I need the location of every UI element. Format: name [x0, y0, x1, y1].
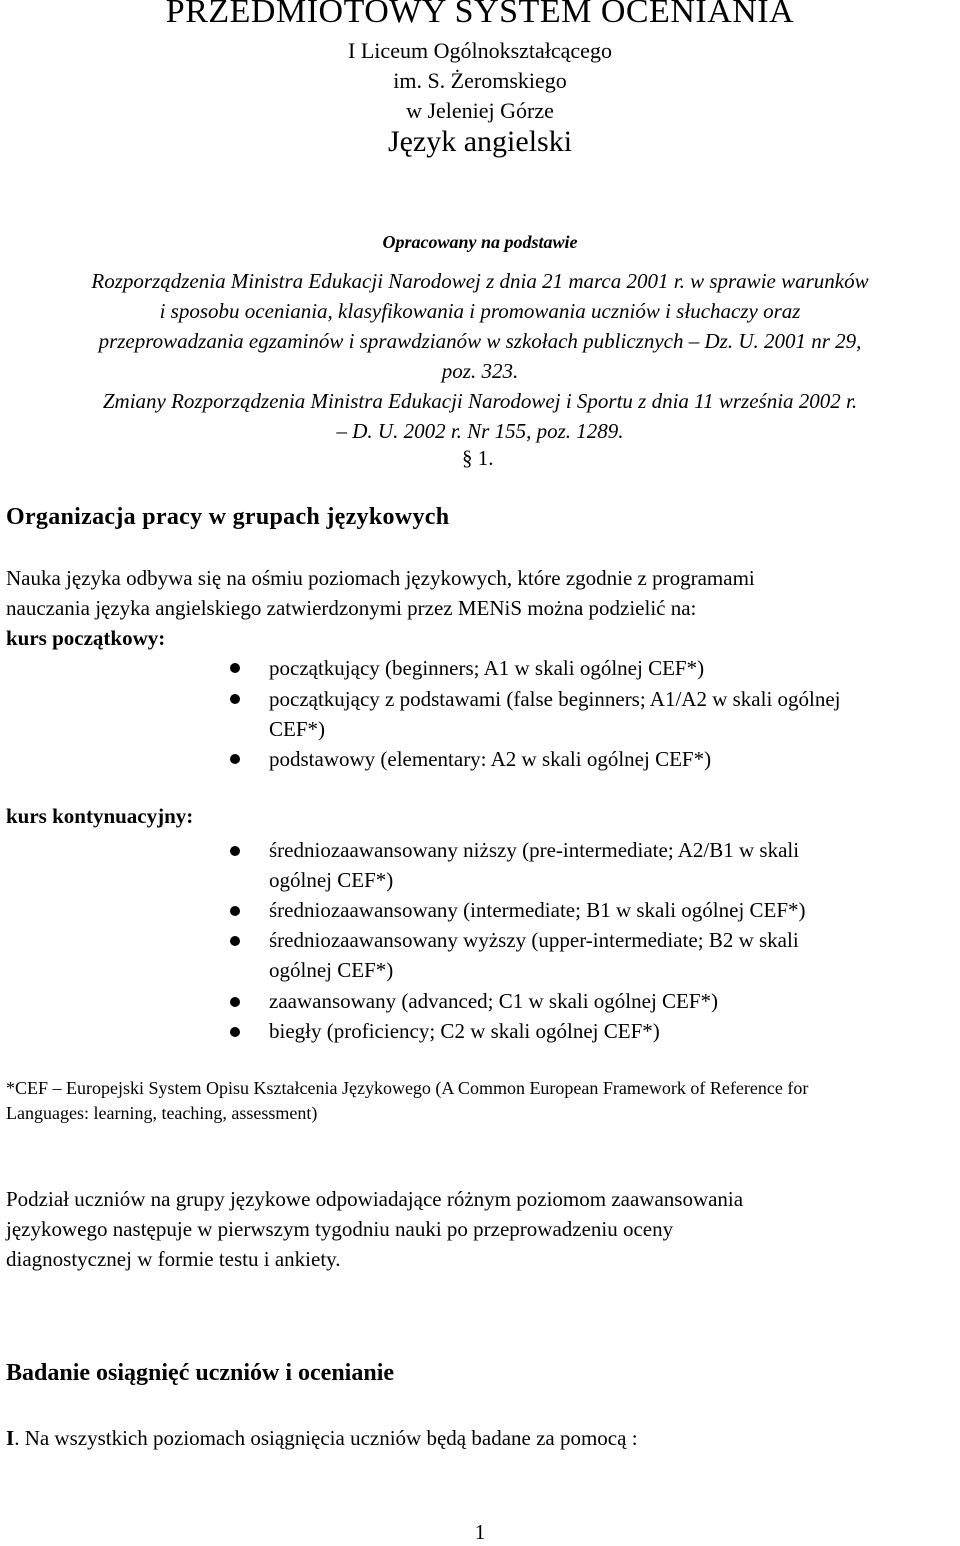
bullet-icon: [230, 906, 240, 916]
page-number: 1: [474, 1520, 486, 1544]
beginner-item-3: podstawowy (elementary: A2 w skali ogólnej CEF*): [269, 747, 712, 771]
continuation-item-3-cont: ogólnej CEF*): [269, 958, 394, 982]
division-line-2: językowego następuje w pierwszym tygodniu nauki po przeprowadzeniu oceny: [6, 1217, 674, 1241]
basis-line-3: przeprowadzania egzaminów i sprawdzianów w szkołach publicznych – Dz. U. 2001 nr 29,: [98, 329, 862, 353]
basis-line-2: i sposobu oceniania, klasyfikowania i promowania uczniów i słuchaczy oraz: [159, 299, 801, 323]
basis-label: Opracowany na podstawie: [382, 232, 578, 252]
basis-line-6: – D. U. 2002 r. Nr 155, poz. 1289.: [336, 419, 624, 443]
beginner-item-2-cont: CEF*): [269, 717, 326, 741]
division-line-3: diagnostycznej w formie testu i ankiety.: [6, 1247, 341, 1271]
school-name-line-1: I Liceum Ogólnokształcącego: [348, 38, 612, 63]
continuation-item-1: średniozaawansowany niższy (pre-intermediate; A2/B1 w skali: [269, 838, 800, 862]
bullet-icon: [230, 997, 240, 1007]
beginner-item-2: początkujący z podstawami (false beginners; A1/A2 w skali ogólnej: [269, 687, 841, 711]
bullet-icon: [230, 663, 240, 673]
beginner-course-label: kurs początkowy:: [6, 626, 166, 650]
footnote-line-2: Languages: learning, teaching, assessment): [6, 1103, 318, 1123]
document-title: PRZEDMIOTOWY SYSTEM OCENIANIA: [165, 0, 795, 30]
basis-line-1: Rozporządzenia Ministra Edukacji Narodowej z dnia 21 marca 2001 r. w sprawie warunków: [91, 269, 869, 293]
section-symbol: § 1.: [462, 446, 494, 470]
intro-line-1: Nauka języka odbywa się na ośmiu poziomach językowych, które zgodnie z programami: [6, 566, 755, 590]
school-name-line-2: im. S. Żeromskiego: [393, 68, 567, 93]
subject-title: Język angielski: [387, 125, 573, 158]
assessment-item-1: [6, 1423, 638, 1453]
continuation-course-label: kurs kontynuacyjny:: [6, 804, 194, 828]
bullet-icon: [230, 846, 240, 856]
bullet-icon: [230, 694, 240, 704]
footnote-line-1: *CEF – Europejski System Opisu Kształcenia Językowego (A Common European Framework of Reference for: [6, 1078, 809, 1098]
item-marker: I: [6, 1426, 15, 1450]
division-line-1: Podział uczniów na grupy językowe odpowiadające różnym poziomom zaawansowania: [6, 1187, 744, 1211]
basis-line-4: poz. 323.: [441, 359, 519, 383]
school-name-line-3: w Jeleniej Górze: [406, 98, 554, 123]
continuation-item-5: biegły (proficiency; C2 w skali ogólnej CEF*): [269, 1019, 660, 1043]
intro-line-2: nauczania języka angielskiego zatwierdzonymi przez MENiS można podzielić na:: [6, 596, 697, 620]
continuation-item-4: zaawansowany (advanced; C1 w skali ogólnej CEF*): [269, 989, 719, 1013]
bullet-icon: [230, 936, 240, 946]
basis-line-5: Zmiany Rozporządzenia Ministra Edukacji Narodowej i Sportu z dnia 11 września 2002 r.: [102, 389, 858, 413]
assessment-item-text: . Na wszystkich poziomach osiągnięcia uczniów będą badane za pomocą :: [14, 1426, 638, 1450]
section-heading-assessment: Badanie osiągnięć uczniów i ocenianie: [6, 1360, 395, 1386]
continuation-item-1-cont: ogólnej CEF*): [269, 868, 394, 892]
bullet-icon: [230, 754, 240, 764]
continuation-item-2: średniozaawansowany (intermediate; B1 w skali ogólnej CEF*): [269, 898, 806, 922]
continuation-item-3: średniozaawansowany wyższy (upper-intermediate; B2 w skali: [269, 928, 799, 952]
bullet-icon: [230, 1027, 240, 1037]
section-heading-organization: Organizacja pracy w grupach językowych: [6, 504, 450, 530]
beginner-item-1: początkujący (beginners; A1 w skali ogólnej CEF*): [269, 656, 705, 680]
